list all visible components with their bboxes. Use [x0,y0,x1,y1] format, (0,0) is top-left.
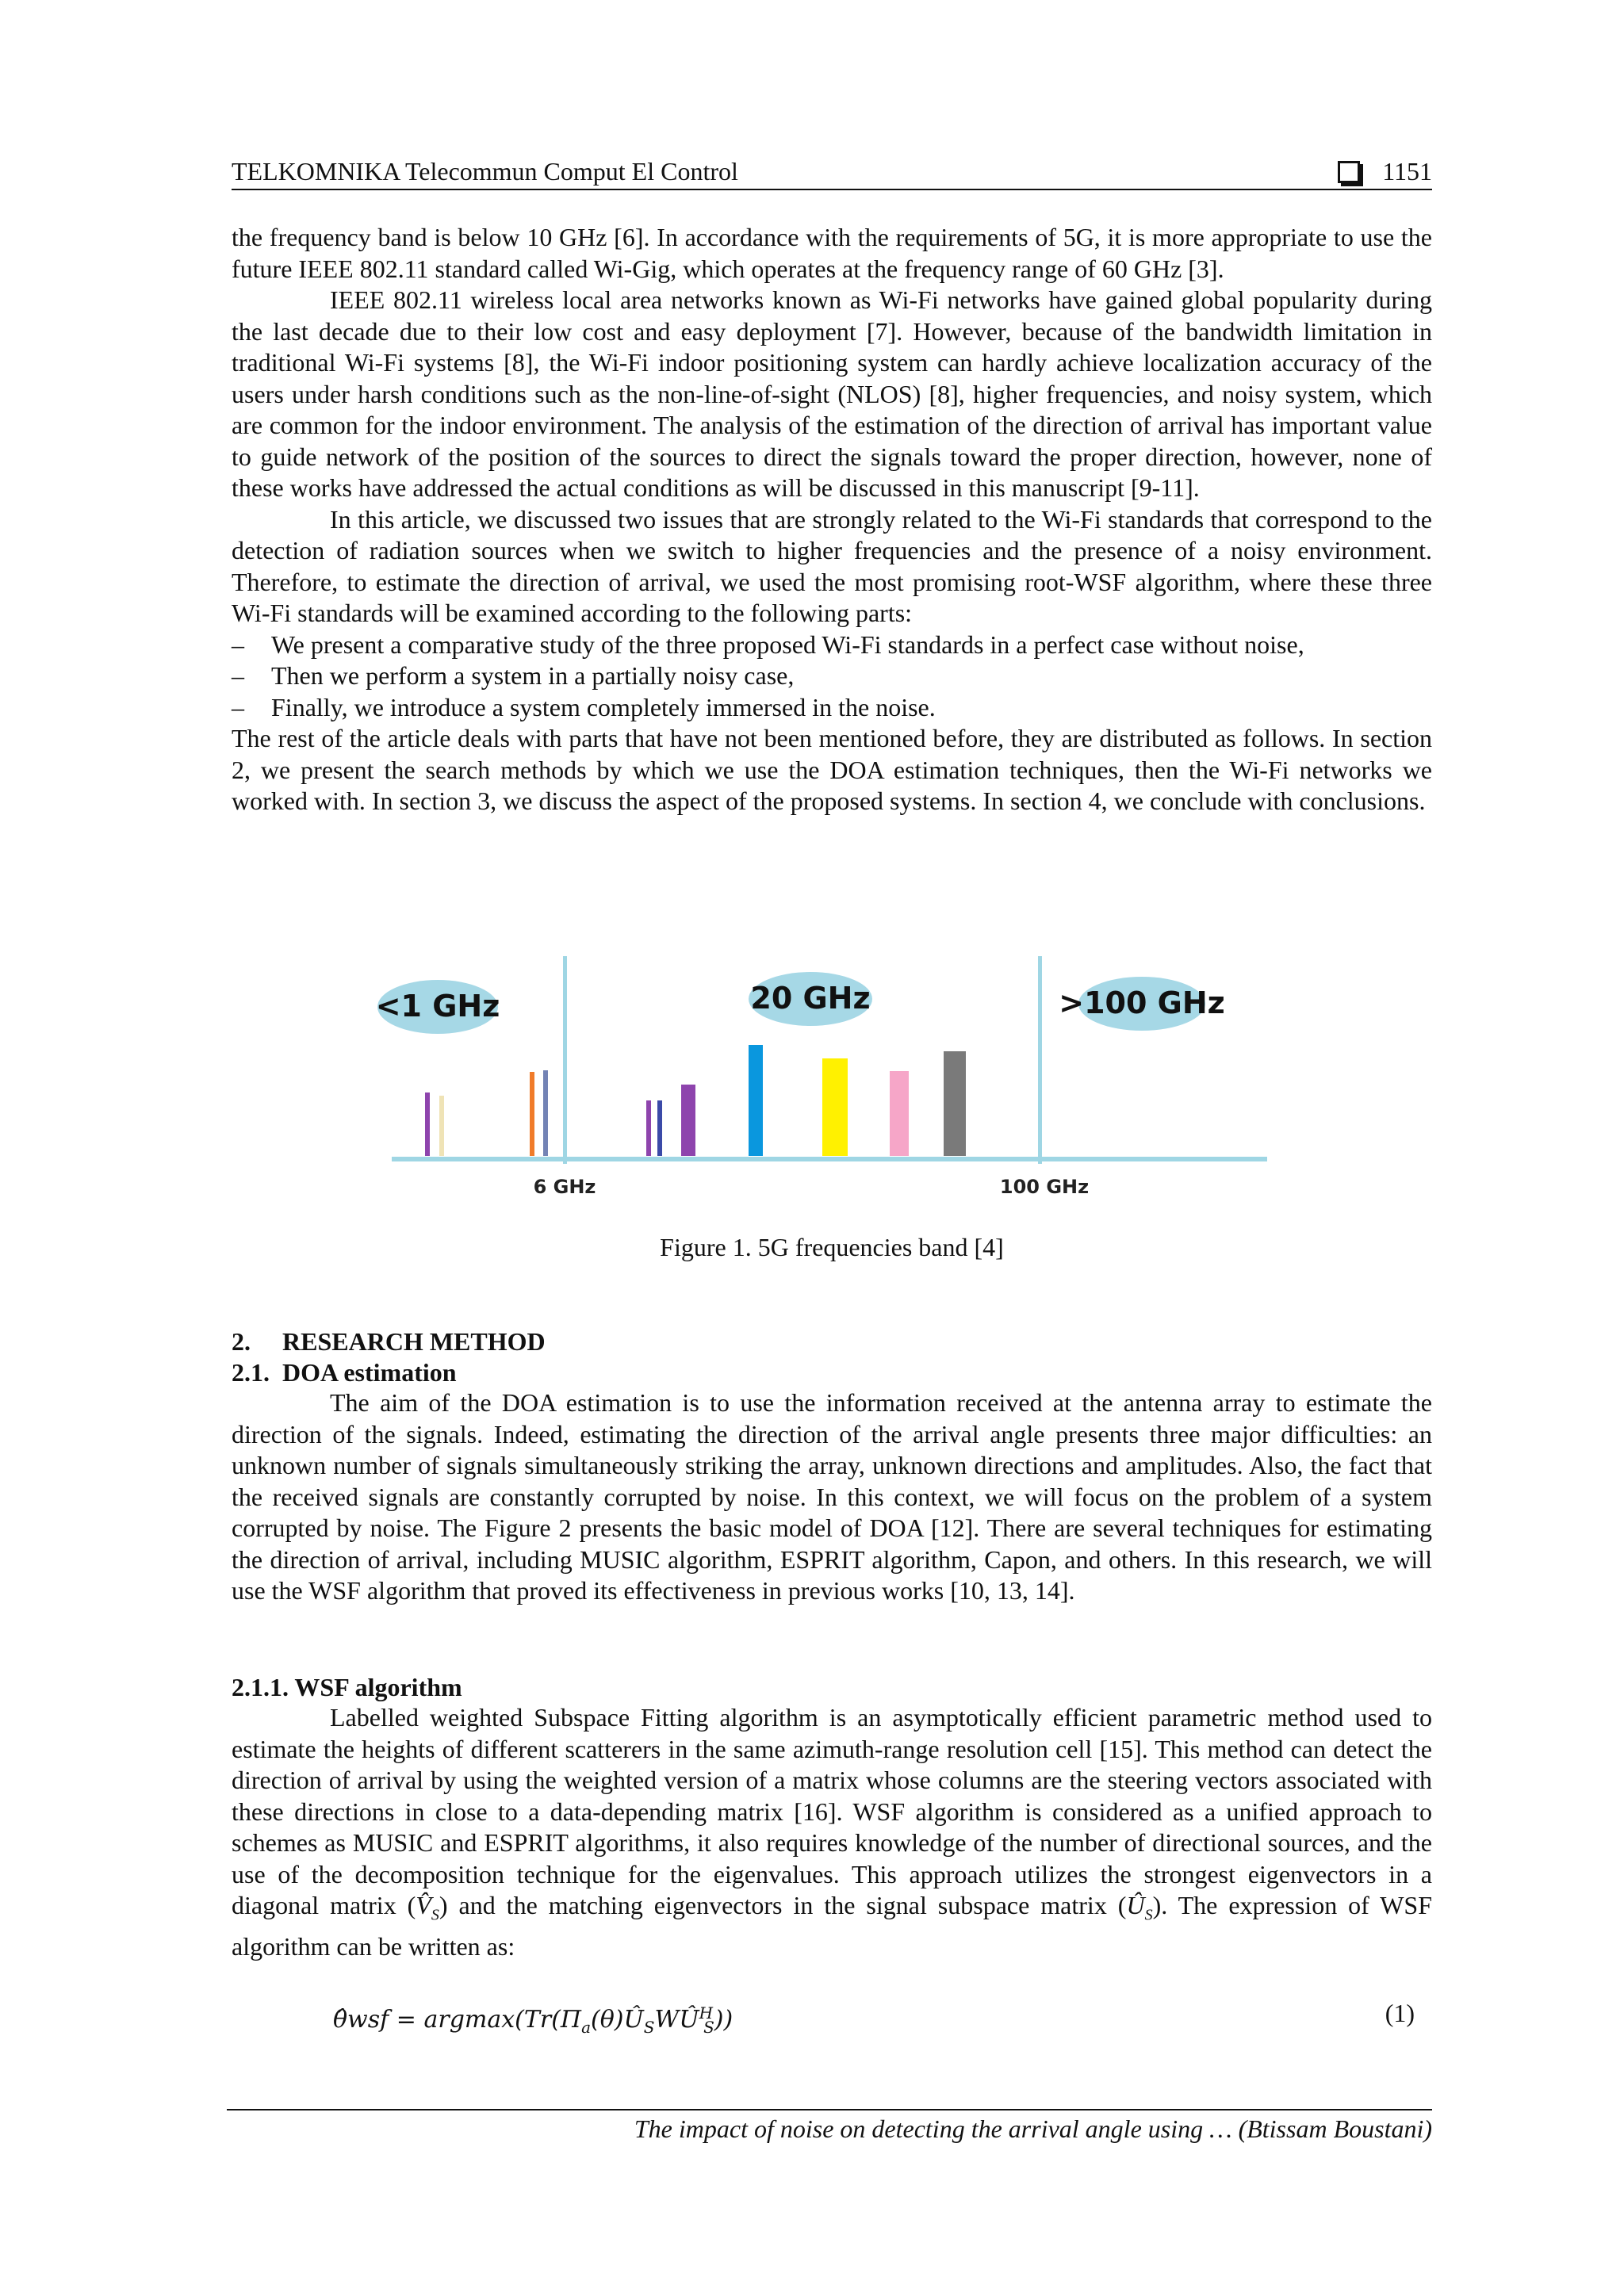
running-header [232,155,1432,187]
bullet-dash: – [232,692,244,721]
paragraph-wsf [232,1702,1432,1962]
paragraph-3: In this article, we discussed two issues that are strongly related to the Wi-Fi standards that correspond to the detection of radiation sources when we switch to higher frequencies and the presence of a noisy environment. Therefore, to estimate the direction of arrival, we used the most promising root-WSF algorithm, where these three Wi-Fi standards will be examined according to the following parts: [232,504,1432,627]
subsubsection-heading: 2.1.1. WSF algorithm [232,1673,462,1701]
divider-100ghz [1038,956,1042,1164]
paragraph-1: the frequency band is below 10 GHz [6]. In accordance with the requirements of 5G, it is more appropriate to use the future IEEE 802.11 standard called Wi-Gig, which operates at the frequency range of 60 GHz [3]. [232,223,1432,283]
band-bar [657,1100,662,1156]
eq-sub-s2: S [703,2018,714,2037]
subsection-heading: 2.1. DOA estimation [232,1358,457,1387]
frequency-axis [392,1157,1267,1161]
band-bar [425,1093,430,1156]
square-bullet-icon [1338,161,1360,183]
bullet-dash: – [232,629,244,659]
frequency-band-figure [373,942,1300,1211]
intro-text [232,222,1432,817]
band-bar [681,1085,695,1156]
wsf-text-c: ). The expression of WSF algorithm can be written as: [232,1891,1433,1961]
section-heading: 2. RESEARCH METHOD [232,1327,546,1356]
equation-number: (1) [1385,1999,1415,2027]
bullet-item [232,692,1432,724]
eq-rhs-b: (θ)Û [591,2006,644,2034]
paragraph-2: IEEE 802.11 wireless local area networks known as Wi-Fi networks have gained global popularity during the last decade due to their low cost and easy deployment [7]. However, because of the bandwidth limitation in traditional Wi-Fi systems [8], the Wi-Fi indoor positioning system can hardly achieve localization accuracy of the users under harsh conditions such as the non-line-of-sight (NLOS) [8], higher frequencies, and noisy system, which are common for the indoor environment. The analysis of the estimation of the direction of arrival has important value to guide network of the position of the sources to direct the signals toward the proper direction, however, none of these works have addressed the actual conditions as will be discussed in this manuscript [9-11]. [232,285,1432,502]
bullet-text: Then we perform a system in a partially noisy case, [271,661,795,690]
wsf-text-a: Labelled weighted Subspace Fitting algorithm is an asymptotically efficient parametric method used to estimate the heights of different scatterers in the same azimuth-range resolution cell [15]. This method can detect the direction of arrival by using the weighted version of a matrix whose columns are the steering vectors associated with these directions in close to a data-depending matrix [16]. WSF algorithm is considered as a unified approach to schemes as MUSIC and ESPRIT algorithms, it also requires knowledge of the number of directional sources, and the use of the decomposition technique for the eigenvalues. This approach utilizes the strongest eigenvectors in a diagonal matrix ( [232,1703,1432,1919]
header-rule [232,189,1432,190]
bullet-text: Finally, we introduce a system completely immersed in the noise. [271,692,936,721]
bullet-text: We present a comparative study of the three proposed Wi-Fi standards in a perfect case without noise, [271,629,1304,659]
symbol-vs: V̂ [416,1891,431,1919]
journal-title: TELKOMNIKA Telecommun Comput El Control [232,157,738,186]
figure-caption: Figure 1. 5G frequencies band [4] [660,1233,1004,1261]
paragraph-doa: The aim of the DOA estimation is to use the information received at the antenna array to estimate the direction of the signals. Indeed, estimating the direction of the arrival angle presents three major difficulties: an unknown number of signals simultaneously striking the array, unknown directions and amplitudes. Also, the fact that the received signals are constantly corrupted by noise. In this context, we will focus on the problem of a system corrupted by noise. The Figure 2 presents the basic model of DOA [12]. There are several techniques for estimating the direction of arrival, including MUSIC algorithm, ESPRIT algorithm, Capon, and others. In this research, we will use the WSF algorithm that proved its effectiveness in previous works [10, 13, 14]. [232,1388,1432,1605]
running-footer: The impact of noise on detecting the arrival angle using … (Btissam Boustani) [634,2114,1432,2143]
bullet-dash: – [232,661,244,690]
equation-1 [333,1994,1380,2037]
eq-sup-h: H [699,2003,714,2022]
doa-text [232,1387,1432,1607]
footer-rule [227,2109,1432,2110]
eq-lhs: θ̂wsf [333,2006,389,2034]
band-bar [530,1072,534,1156]
symbol-us-sub: S [1144,1906,1153,1924]
band-bar [944,1051,966,1156]
tick-100ghz: 100 GHz [999,1176,1090,1198]
band-bar [646,1100,651,1156]
band-bar [543,1070,548,1156]
header-page-group [1338,155,1432,187]
wsf-text-b: ) and the matching eigenvectors in the signal subspace matrix ( [439,1891,1127,1919]
wsf-text [232,1702,1432,1962]
band-bar [890,1071,909,1156]
paragraph-4: The rest of the article deals with parts that have not been mentioned before, they are distributed as follows. In section 2, we present the search methods by which we use the DOA estimation techniques, then the Wi-Fi networks we worked with. In section 3, we discuss the aspect of the proposed systems. In section 4, we conclude with conclusions. [232,724,1432,815]
eq-rhs-d: )) [714,2006,733,2034]
eq-sub-a: a [581,2018,592,2037]
band-bar [439,1096,444,1156]
label-low: <1 GHz [375,989,500,1024]
bullet-item [232,660,1432,692]
eq-sub-s1: S [643,2018,655,2037]
symbol-us: Û [1126,1891,1145,1919]
page-number: 1151 [1382,157,1432,186]
bullet-item [232,629,1432,661]
label-mid: 20 GHz [750,981,871,1016]
label-high: >100 GHz [1059,985,1225,1020]
divider-6ghz [563,956,567,1164]
eq-rhs-c: WÛ [654,2006,699,2034]
band-bar [822,1058,848,1156]
eq-rhs-a: argmax(Tr(Π [423,2006,582,2034]
eq-equals: = [389,2006,424,2034]
tick-6ghz: 6 GHz [533,1176,596,1198]
symbol-vs-sub: S [431,1906,439,1924]
band-bar [749,1045,763,1156]
